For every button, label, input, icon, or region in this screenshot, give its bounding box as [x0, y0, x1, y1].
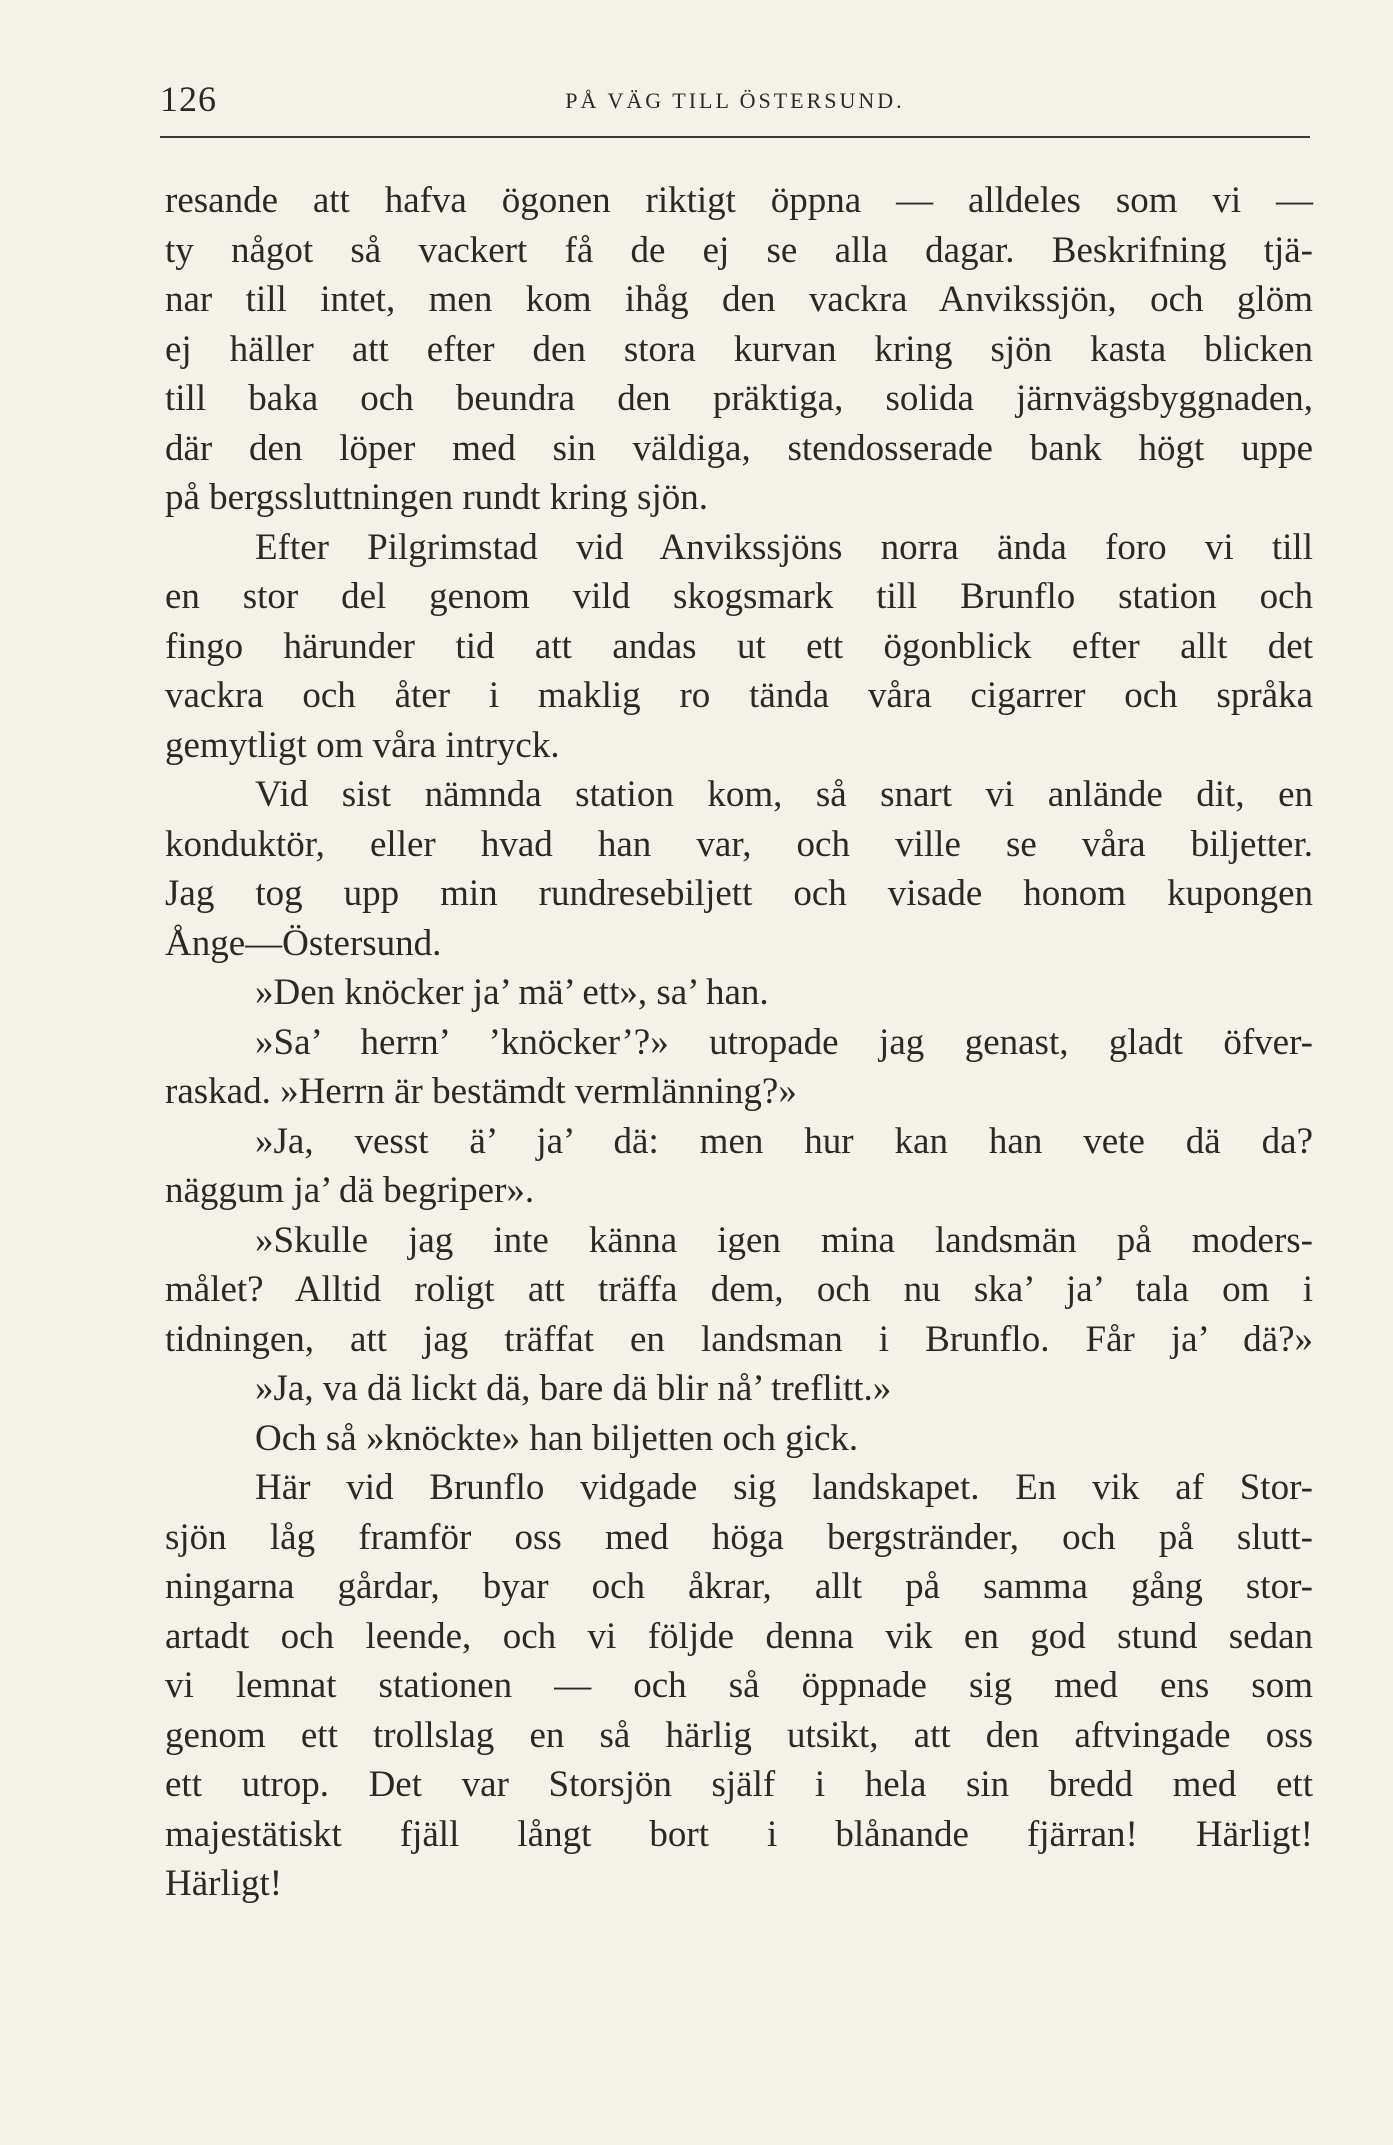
body-text — [165, 176, 1313, 1909]
text-line: en stor del genom vild skogsmark till Brunflo station och — [165, 576, 1313, 617]
text-line: »Ja, vesst ä’ ja’ dä: men hur kan han vete dä da? — [255, 1120, 1313, 1162]
text-line: Jag tog upp min rundresebiljett och visade honom kupongen — [165, 873, 1313, 914]
text-line: näggum ja’ dä begriper». — [165, 1170, 535, 1211]
text-line: »Sa’ herrn’ ’knöcker’?» utropade jag genast, gladt öfver- — [255, 1021, 1313, 1063]
text-line: majestätiskt fjäll långt bort i blånande fjärran! Härligt! — [165, 1813, 1313, 1855]
text-line: Här vid Brunflo vidgade sig landskapet. En vik af Stor- — [255, 1467, 1313, 1508]
running-head: PÅ VÄG TILL ÖSTERSUND. — [565, 88, 905, 113]
text-line: där den löper med sin väldiga, stendosserade bank högt uppe — [165, 427, 1313, 469]
text-line: Härligt! — [165, 1863, 283, 1904]
text-line: ningarna gårdar, byar och åkrar, allt på samma gång stor- — [165, 1566, 1313, 1607]
page-number: 126 — [160, 79, 217, 119]
text-line: sjön låg framför oss med höga bergstränder, och på slutt- — [165, 1516, 1313, 1558]
text-line: tidningen, att jag träffat en landsman i Brunflo. Får ja’ dä?» — [165, 1318, 1313, 1360]
text-line: artadt och leende, och vi följde denna vik en god stund sedan — [165, 1615, 1313, 1657]
text-line: fingo härunder tid att andas ut ett ögonblick efter allt det — [165, 625, 1313, 667]
header-rule — [160, 136, 1310, 138]
text-line: på bergssluttningen rundt kring sjön. — [165, 477, 708, 518]
text-line: gemytligt om våra intryck. — [165, 724, 560, 766]
text-line: Och så »knöckte» han biljetten och gick. — [255, 1417, 859, 1459]
text-line: Vid sist nämnda station kom, så snart vi anlände dit, en — [255, 774, 1313, 815]
text-line: Ånge—Östersund. — [165, 922, 442, 964]
text-line: genom ett trollslag en så härlig utsikt, att den aftvingade oss — [165, 1714, 1313, 1756]
page-header — [160, 78, 1310, 128]
text-line: »Ja, va dä lickt dä, bare dä blir nå’ treflitt.» — [255, 1368, 892, 1409]
text-line: »Den knöcker ja’ mä’ ett», sa’ han. — [255, 972, 769, 1013]
text-line: vi lemnat stationen — och så öppnade sig med ens som — [165, 1665, 1313, 1706]
text-line: raskad. »Herrn är bestämdt vermlänning?» — [165, 1071, 797, 1112]
text-line: Efter Pilgrimstad vid Anvikssjöns norra ända foro vi till — [255, 526, 1313, 568]
text-line: ej häller att efter den stora kurvan kring sjön kasta blicken — [165, 328, 1313, 370]
text-line: till baka och beundra den präktiga, solida järnvägsbyggnaden, — [165, 378, 1313, 419]
text-line: »Skulle jag inte känna igen mina landsmän på moders- — [255, 1219, 1313, 1261]
text-line: vackra och åter i maklig ro tända våra cigarrer och språka — [165, 675, 1313, 716]
text-line: ett utrop. Det var Storsjön själf i hela sin bredd med ett — [165, 1764, 1313, 1805]
text-line: ty något så vackert få de ej se alla dagar. Beskrifning tjä- — [165, 229, 1313, 271]
text-line: nar till intet, men kom ihåg den vackra Anvikssjön, och glöm — [165, 279, 1313, 320]
text-line: målet? Alltid roligt att träffa dem, och nu ska’ ja’ tala om i — [165, 1269, 1313, 1310]
text-line: resande att hafva ögonen riktigt öppna — alldeles som vi — — [165, 180, 1313, 221]
text-line: konduktör, eller hvad han var, och ville se våra biljetter. — [165, 823, 1313, 865]
